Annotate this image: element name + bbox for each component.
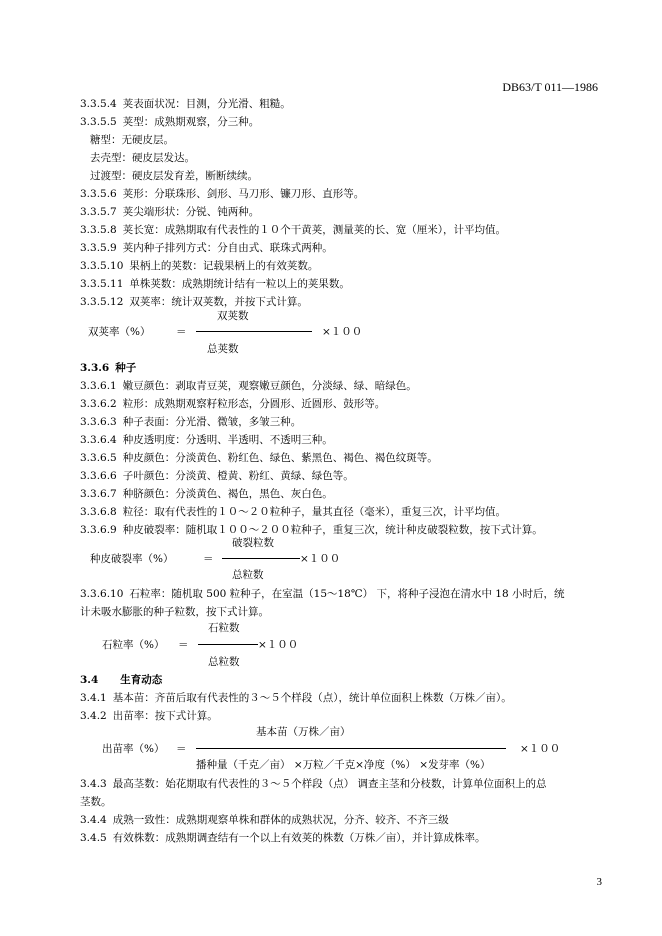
clause-number: 3.3.6.1 bbox=[80, 380, 117, 392]
clause-number: 3.3.5.5 bbox=[80, 116, 117, 128]
clause-3-3-6-6 bbox=[80, 469, 354, 483]
clause-text: 种皮破裂率：随机取１００～２００粒种子，重复三次，统计种皮破裂粒数，按下式计算。 bbox=[122, 524, 543, 536]
clause-text: 石粒率：随机取 500 粒种子，在室温（15～18℃） 下，将种子浸泡在清水中 18 小时后，统 bbox=[129, 588, 565, 600]
clause-3-4-5 bbox=[80, 831, 485, 845]
clause-number: 3.3.6.3 bbox=[80, 416, 117, 428]
clause-text: 荚形：分联珠形、剑形、马刀形、镰刀形、直形等。 bbox=[122, 188, 365, 200]
clause-subitem bbox=[90, 133, 174, 147]
clause-number: 3.3.5.4 bbox=[80, 98, 117, 110]
clause-text: 荚表面状况：目测，分光滑、粗糙。 bbox=[122, 98, 291, 110]
formula-equals: ＝ bbox=[176, 326, 187, 338]
formula-denominator: 总粒数 bbox=[208, 656, 240, 668]
clause-text: 粒形：成熟期观察籽粒形态，分圆形、近圆形、鼓形等。 bbox=[122, 398, 386, 410]
clause-number: 3.3.6.10 bbox=[80, 588, 124, 600]
clause-number: 3.3.5.9 bbox=[80, 242, 117, 254]
clause-3-3-5-12 bbox=[80, 295, 308, 309]
clause-text: 种子表面：分光滑、微皱，多皱三种。 bbox=[122, 416, 302, 428]
clause-number: 3.4.1 bbox=[80, 692, 107, 704]
section-3-4 bbox=[80, 673, 162, 687]
clause-number: 3.3.5.12 bbox=[80, 296, 124, 308]
clause-3-3-6-9 bbox=[80, 523, 543, 537]
clause-3-3-6-5 bbox=[80, 451, 438, 465]
clause-number: 3.4.3 bbox=[80, 778, 107, 790]
clause-number: 3.3.6.6 bbox=[80, 470, 117, 482]
formula-label: 石粒率（%） bbox=[102, 639, 165, 651]
clause-text: 果柄上的荚数：记载果柄上的有效荚数。 bbox=[129, 260, 319, 272]
clause-text: 荚内种子排列方式：分自由式、联珠式两种。 bbox=[122, 242, 333, 254]
clause-number: 3.3.6.5 bbox=[80, 452, 117, 464]
fraction-bar bbox=[222, 558, 300, 559]
clause-text: 去壳型：硬皮层发达。 bbox=[90, 152, 195, 164]
clause-3-3-6-4 bbox=[80, 433, 333, 447]
formula-numerator: 破裂粒数 bbox=[232, 537, 274, 549]
clause-3-3-6-3 bbox=[80, 415, 301, 429]
clause-3-3-6-2 bbox=[80, 397, 385, 411]
page-number: 3 bbox=[596, 876, 602, 888]
clause-3-4-1 bbox=[80, 691, 512, 705]
clause-number: 3.3.6.8 bbox=[80, 506, 117, 518]
clause-3-4-3 bbox=[80, 777, 547, 791]
clause-3-3-5-8 bbox=[80, 223, 506, 237]
clause-number: 3.3.6.2 bbox=[80, 398, 117, 410]
clause-text: 荚长宽：成熟期取有代表性的１０个干黄荚，测量荚的长、宽（厘米），计平均值。 bbox=[122, 224, 506, 236]
section-number: 3.3.6 bbox=[80, 362, 110, 374]
clause-3-3-5-9 bbox=[80, 241, 333, 255]
clause-text: 荚尖端形状：分锐、钝两种。 bbox=[122, 206, 260, 218]
formula-label: 出苗率（%） bbox=[102, 743, 165, 755]
fraction-bar bbox=[196, 748, 506, 749]
clause-number: 3.4.5 bbox=[80, 832, 107, 844]
clause-3-3-6-7 bbox=[80, 487, 333, 501]
clause-3-3-5-6 bbox=[80, 187, 364, 201]
clause-text: 双荚率：统计双荚数，并按下式计算。 bbox=[129, 296, 308, 308]
clause-number: 3.4.2 bbox=[80, 710, 107, 722]
clause-text: 单株荚数：成熟期统计结有一粒以上的荚果数。 bbox=[129, 278, 350, 290]
section-number: 3.4 bbox=[80, 674, 99, 686]
clause-text: 过渡型：硬皮层发育差，断断续续。 bbox=[90, 170, 258, 182]
clause-number: 3.3.6.4 bbox=[80, 434, 117, 446]
clause-3-4-2 bbox=[80, 709, 218, 723]
clause-3-3-6-1 bbox=[80, 379, 417, 393]
formula-label: 种皮破裂率（%） bbox=[90, 553, 174, 565]
clause-3-3-6-8 bbox=[80, 505, 506, 519]
clause-text: 计未吸水膨胀的种子粒数，按下式计算。 bbox=[80, 606, 269, 618]
clause-text: 种皮透明度：分透明、半透明、不透明三种。 bbox=[122, 434, 333, 446]
section-title: 生育动态 bbox=[120, 674, 163, 686]
clause-3-3-5-10 bbox=[80, 259, 318, 273]
clause-text: 种皮颜色：分淡黄色、粉红色、绿色、紫黑色、褐色、褐色纹斑等。 bbox=[122, 452, 438, 464]
formula-numerator: 石粒数 bbox=[208, 622, 240, 634]
clause-continuation bbox=[80, 795, 112, 809]
clause-text: 糖型：无硬皮层。 bbox=[90, 134, 174, 146]
formula-factor: ×１００ bbox=[300, 553, 341, 565]
section-3-3-6 bbox=[80, 361, 136, 375]
clause-text: 粒径：取有代表性的１０～２０粒种子，量其直径（毫米），重复三次，计平均值。 bbox=[122, 506, 506, 518]
fraction-bar bbox=[198, 644, 258, 645]
formula-equals: ＝ bbox=[178, 639, 189, 651]
clause-3-3-6-10 bbox=[80, 587, 564, 601]
clause-subitem bbox=[90, 151, 195, 165]
formula-factor: ×１００ bbox=[322, 326, 363, 338]
clause-text: 最高茎数：始花期取有代表性的３～５个样段（点） 调查主茎和分枝数，计算单位面积上的总 bbox=[112, 778, 547, 790]
clause-text: 茎数。 bbox=[80, 796, 112, 808]
section-title: 种子 bbox=[115, 362, 137, 374]
clause-3-4-4 bbox=[80, 813, 449, 827]
formula-label: 双荚率（%） bbox=[88, 326, 151, 338]
clause-text: 子叶颜色：分淡黄、橙黄、粉红、黄绿、绿色等。 bbox=[122, 470, 354, 482]
clause-text: 有效株数：成熟期调查结有一个以上有效荚的株数（万株／亩），并计算成株率。 bbox=[112, 832, 486, 844]
clause-number: 3.3.5.8 bbox=[80, 224, 117, 236]
clause-number: 3.3.5.11 bbox=[80, 278, 124, 290]
clause-text: 出苗率：按下式计算。 bbox=[112, 710, 218, 722]
clause-number: 3.3.6.9 bbox=[80, 524, 117, 536]
clause-number: 3.3.5.10 bbox=[80, 260, 124, 272]
clause-text: 嫩豆颜色：剥取青豆荚，观察嫩豆颜色，分淡绿、绿、暗绿色。 bbox=[122, 380, 417, 392]
clause-text: 基本苗：齐苗后取有代表性的３～５个样段（点），统计单位面积上株数（万株／亩）。 bbox=[112, 692, 512, 704]
clause-3-3-5-11 bbox=[80, 277, 350, 291]
formula-denominator: 总荚数 bbox=[207, 343, 239, 355]
clause-text: 荚型：成熟期观察，分三种。 bbox=[122, 116, 260, 128]
clause-continuation bbox=[80, 605, 269, 619]
document-code: DB63/T 011—1986 bbox=[502, 80, 598, 94]
clause-number: 3.4.4 bbox=[80, 814, 107, 826]
formula-equals: ＝ bbox=[176, 743, 187, 755]
formula-numerator: 双荚数 bbox=[217, 310, 249, 322]
clause-text: 种脐颜色：分淡黄色、褐色，黑色、灰白色。 bbox=[122, 488, 333, 500]
clause-number: 3.3.5.6 bbox=[80, 188, 117, 200]
formula-equals: ＝ bbox=[203, 553, 214, 565]
clause-3-3-5-4 bbox=[80, 97, 291, 111]
clause-subitem bbox=[90, 169, 258, 183]
fraction-bar bbox=[196, 331, 312, 332]
formula-factor: ×１００ bbox=[520, 743, 561, 755]
clause-number: 3.3.6.7 bbox=[80, 488, 117, 500]
formula-denominator: 播种量（千克／亩） ×万粒／千克×净度（%） ×发芽率（%） bbox=[196, 759, 491, 771]
formula-numerator: 基本苗（万株／亩） bbox=[256, 726, 351, 738]
clause-number: 3.3.5.7 bbox=[80, 206, 117, 218]
clause-3-3-5-7 bbox=[80, 205, 259, 219]
clause-3-3-5-5 bbox=[80, 115, 259, 129]
formula-denominator: 总粒数 bbox=[232, 569, 264, 581]
formula-factor: ×１００ bbox=[258, 639, 299, 651]
clause-text: 成熟一致性：成熟期观察单株和群体的成熟状况，分齐、较齐、不齐三级 bbox=[112, 814, 449, 826]
